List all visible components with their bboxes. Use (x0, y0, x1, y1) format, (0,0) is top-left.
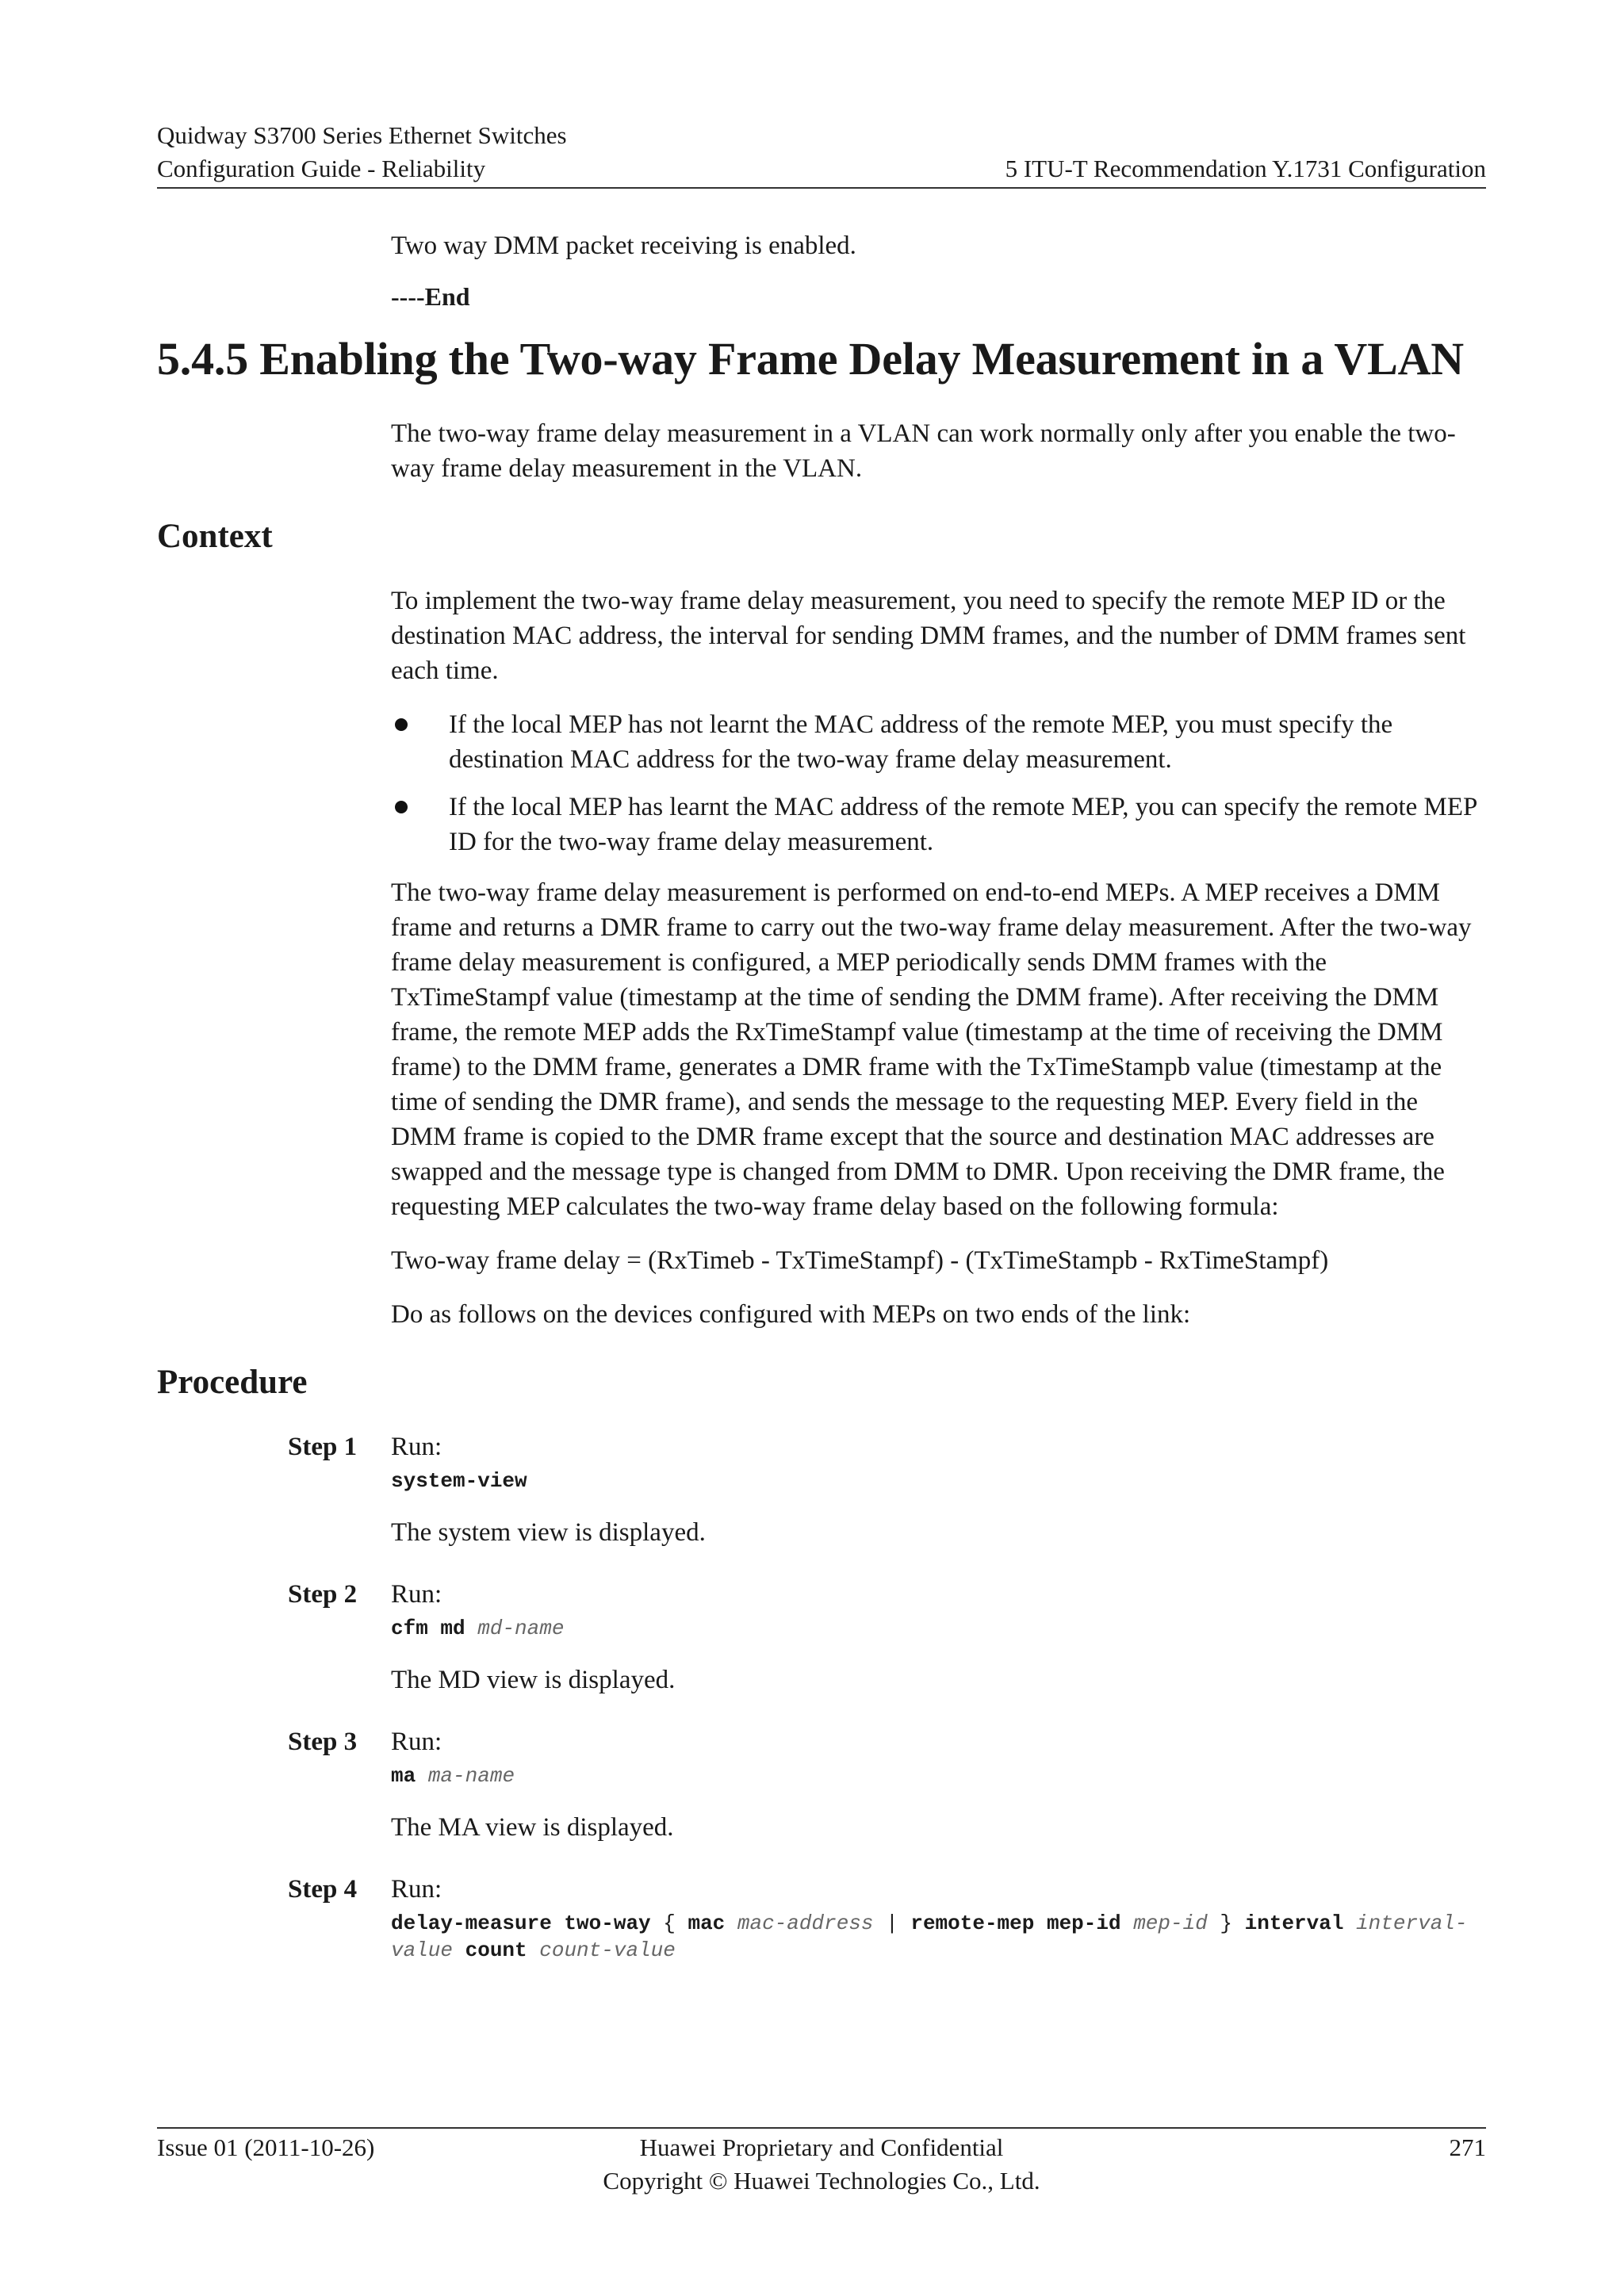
command-separator: | (873, 1911, 911, 1936)
header-guide-title: Configuration Guide - Reliability (157, 155, 486, 182)
step-body (391, 1429, 1486, 1572)
command-separator: } (1207, 1911, 1245, 1936)
step-label: Step 2 (288, 1580, 358, 1609)
command-parameter: mep-id (1133, 1911, 1208, 1936)
step-label: Step 1 (288, 1433, 358, 1462)
context-paragraph-2: The two-way frame delay measurement is performed on end-to-end MEPs. A MEP receives a DMM frame and returns a DMR frame to carry out the two-way frame delay measurement. After the two-way frame delay measurement is configured, a MEP periodically sends DMM frames with the TxTimeStampf value (timestamp at the time of sending the DMM frame). After receiving the DMM frame, the remote MEP adds the RxTimeStampf value (timestamp at the time of receiving the DMM frame) to the DMM frame, generates a DMR frame with the TxTimeStampb value (timestamp at the time of sending the DMR frame), and sends the message to the requesting MEP. Every field in the DMM frame is copied to the DMR frame except that the source and destination MAC addresses are swapped and the message type is changed from DMM to DMR. Upon receiving the DMR frame, the requesting MEP calculates the two-way frame delay based on the following formula: (391, 878, 1472, 1222)
command-separator (1121, 1911, 1134, 1935)
bullet-text: If the local MEP has not learnt the MAC address of the remote MEP, you must specify the destination MAC address for the two-way frame delay measurement. (449, 710, 1393, 775)
context-paragraph-1: To implement the two-way frame delay measurement, you need to specify the remote MEP ID or the destination MAC address, the interval for sending DMM frames, and the number of DMM frames sent each time. (391, 587, 1466, 686)
procedure-step (157, 1577, 1486, 1720)
result-text: Two way DMM packet receiving is enabled. (391, 232, 856, 260)
step-label: Step 4 (288, 1875, 358, 1904)
header-chapter-title: 5 ITU-T Recommendation Y.1731 Configuration (1005, 155, 1486, 182)
command-parameter: ma-name (427, 1764, 515, 1789)
step-command (391, 1615, 1486, 1642)
command-separator (465, 1617, 478, 1640)
command-keyword: remote-mep mep-id (910, 1911, 1121, 1936)
section-title: 5.4.5 Enabling the Two-way Frame Delay Measurement in a VLAN (157, 333, 1464, 385)
step-run-label: Run: (391, 1433, 442, 1462)
command-separator (527, 1938, 540, 1962)
header-divider (157, 187, 1486, 189)
previous-step-result (391, 228, 1486, 312)
step-body (391, 1872, 1486, 1984)
step-result: The MA view is displayed. (391, 1813, 674, 1843)
step-result: The system view is displayed. (391, 1518, 706, 1548)
command-keyword: system-view (391, 1469, 527, 1494)
command-keyword: mac (688, 1911, 726, 1936)
bullet-dot-icon (395, 801, 408, 813)
step-body (391, 1577, 1486, 1720)
context-paragraph-3: Do as follows on the devices configured with MEPs on two ends of the link: (391, 1300, 1191, 1330)
command-keyword: interval (1244, 1911, 1344, 1936)
command-keyword: count (465, 1938, 527, 1963)
page-content (157, 228, 1486, 1989)
step-command (391, 1762, 1486, 1789)
page-header (157, 119, 1486, 186)
footer-copyright: Copyright © Huawei Technologies Co., Ltd. (603, 2167, 1040, 2195)
step-run-label: Run: (391, 1875, 442, 1904)
context-bullet-list (391, 707, 1486, 859)
bullet-item (391, 707, 1486, 777)
context-heading: Context (157, 517, 273, 555)
step-run-label: Run: (391, 1728, 442, 1757)
command-parameter: count-value (539, 1938, 676, 1963)
command-parameter: md-name (477, 1617, 565, 1641)
footer-copyright-block (157, 2131, 1486, 2198)
section-summary: The two-way frame delay measurement in a VLAN can work normally only after you enable the two-way frame delay measurement in the VLAN. (391, 419, 1456, 483)
context-body (391, 584, 1486, 1332)
command-separator: { (650, 1911, 688, 1936)
end-marker: ----End (391, 282, 470, 311)
command-separator (1343, 1911, 1356, 1935)
footer-confidential: Huawei Proprietary and Confidential (639, 2133, 1004, 2161)
step-result: The MD view is displayed. (391, 1666, 676, 1695)
step-body (391, 1724, 1486, 1867)
command-separator (453, 1938, 465, 1962)
command-separator (416, 1764, 428, 1788)
procedure-heading: Procedure (157, 1364, 308, 1402)
command-keyword: cfm md (391, 1617, 465, 1641)
command-keyword: ma (391, 1764, 416, 1789)
page-number: 271 (1449, 2133, 1486, 2161)
header-row (157, 152, 1486, 186)
header-product-title: Quidway S3700 Series Ethernet Switches (157, 121, 567, 149)
command-separator (725, 1911, 737, 1935)
procedure-step (157, 1724, 1486, 1867)
procedure-step (157, 1872, 1486, 1984)
footer-divider (157, 2127, 1486, 2129)
step-command (391, 1910, 1486, 1964)
step-command (391, 1468, 1486, 1494)
step-label: Step 3 (288, 1728, 358, 1757)
procedure-steps (157, 1429, 1486, 1984)
command-parameter: mac-address (737, 1911, 874, 1936)
step-run-label: Run: (391, 1580, 442, 1609)
bullet-text: If the local MEP has learnt the MAC address of the remote MEP, you can specify the remote MEP ID for the two-way frame delay measurement. (449, 793, 1477, 857)
command-parameter: interval-value (391, 1911, 1468, 1963)
section-summary-block (391, 416, 1486, 486)
footer-issue: Issue 01 (2011-10-26) (157, 2133, 375, 2161)
command-keyword: delay-measure two-way (391, 1911, 651, 1936)
procedure-step (157, 1429, 1486, 1572)
delay-formula: Two-way frame delay = (RxTimeb - TxTimeStampf) - (TxTimeStampb - RxTimeStampf) (391, 1246, 1329, 1276)
bullet-item (391, 790, 1486, 859)
bullet-dot-icon (395, 718, 408, 731)
